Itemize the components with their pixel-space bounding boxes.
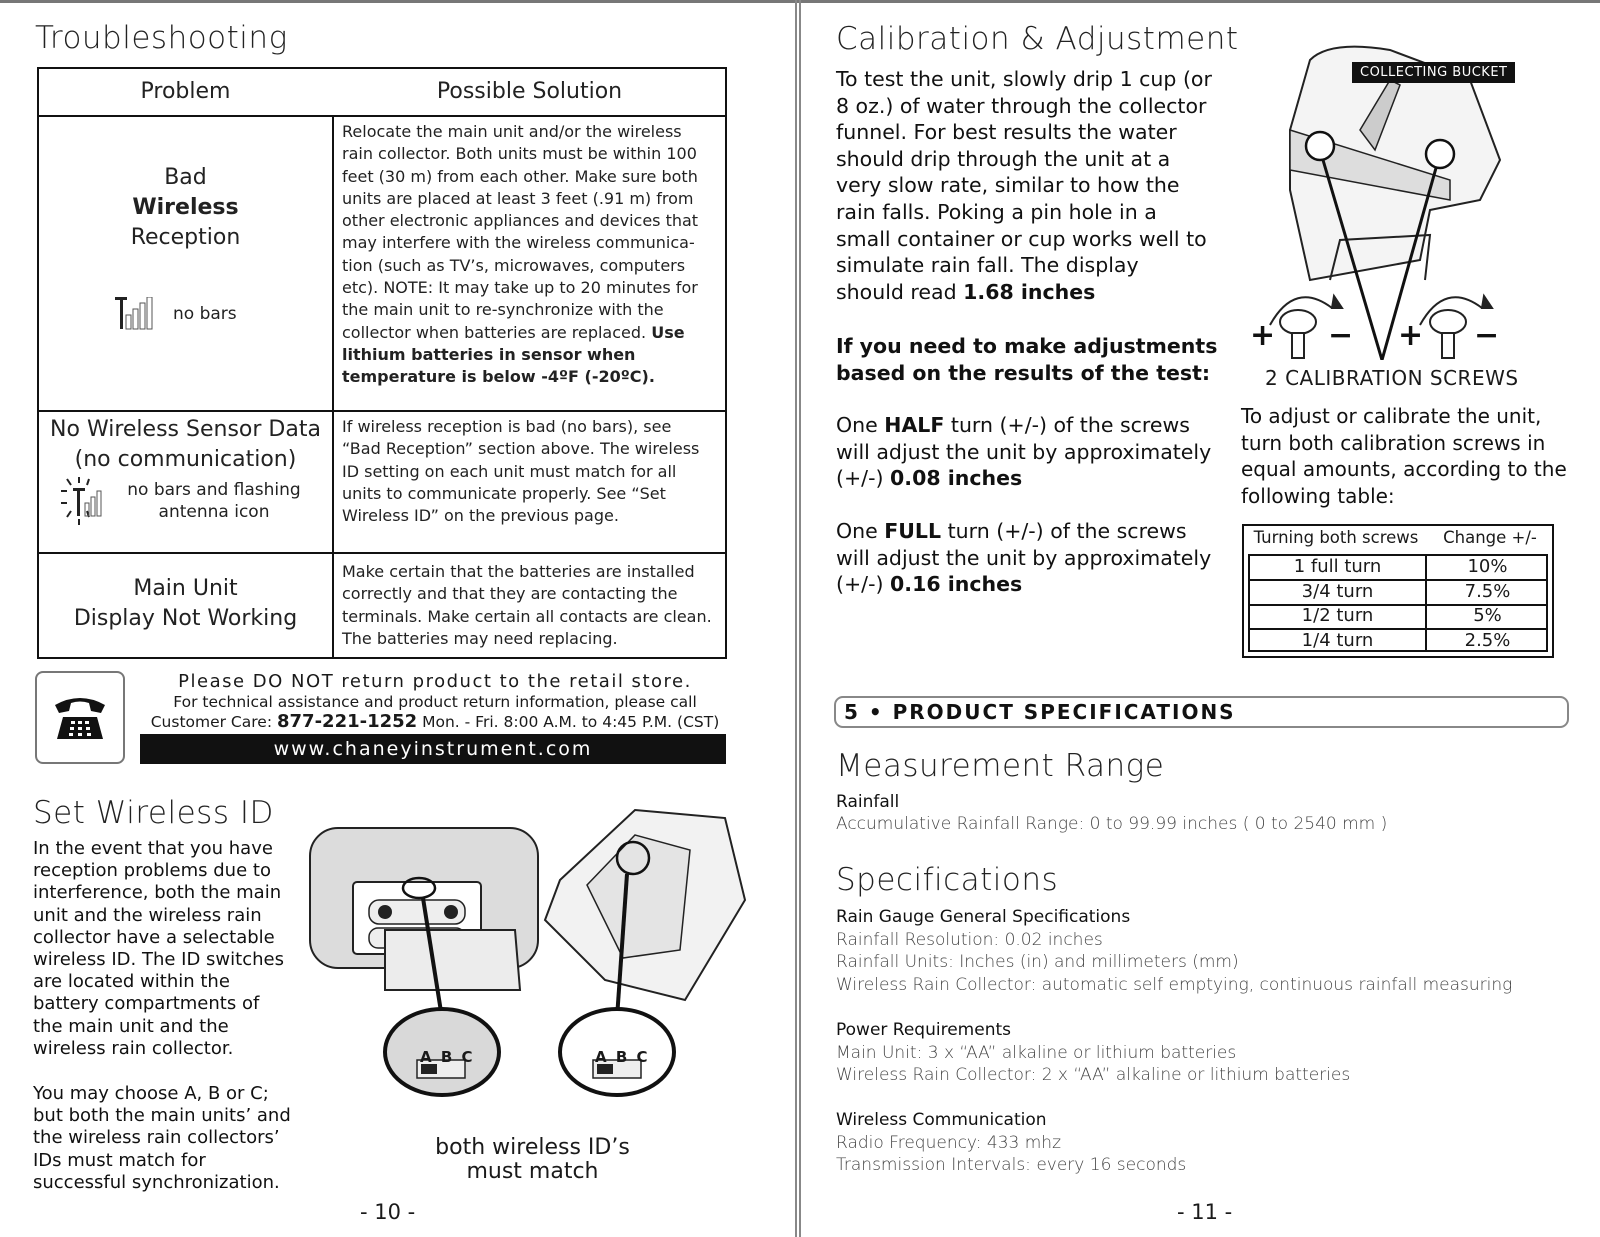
half-turn-text: One HALF turn (+/-) of the screws will adjust the unit by approximately (+/-) 0.08 inches: [836, 413, 1212, 491]
collector-switch-label: A B C: [595, 1048, 650, 1066]
page-number-right: - 11 -: [1177, 1200, 1233, 1224]
calibration-screws-label: 2 CALIBRATION SCREWS: [1265, 366, 1519, 390]
row3-solution: Make certain that the batteries are installed correctly and that they are contacting the terminals. Make certain all contacts are clean. The batteries may need replacing.: [342, 562, 712, 648]
row2-problem: No Wireless Sensor Data (no communication): [50, 417, 321, 472]
svg-text:−: −: [1474, 318, 1500, 353]
svg-text:+: +: [1250, 318, 1276, 353]
calibration-table: [1242, 524, 1554, 658]
rainfall-heading: Rainfall: [836, 792, 900, 812]
row1-solution: Relocate the main unit and/or the wireless rain collector. Both units must be within 100 feet (30 m) from each other. Make sure both units are placed at least 3 feet (.91 m) from other electronic appliances and devices that may interfere with the wireless communica- tion (such as TV’s, microwaves, computers etc). NOTE: It may take up to 20 minutes for the main unit to re-synchronize with the collector when batteries are replaced. Use lithium batteries in sensor when temperature is below -4ºF (-20ºC).: [342, 122, 699, 387]
care-line-2: For technical assistance and product return information, please call: [173, 693, 697, 711]
calib-row-turn: 1 full turn: [1293, 556, 1382, 577]
care-line-1: Please DO NOT return product to the retail store.: [178, 671, 692, 692]
row3-problem: Main Unit Display Not Working: [73, 576, 298, 631]
spec-group-power: Power Requirements Main Unit: 3 x “AA” alkaline or lithium batteries Wireless Rain Collector: 2 x “AA” alkaline or lithium batteries: [836, 1020, 1351, 1086]
calib-row-change: 5%: [1473, 605, 1502, 626]
adjust-heading: If you need to make adjustments based on the results of the test:: [836, 334, 1218, 385]
phone-box: [35, 671, 125, 764]
calib-row-change: 2.5%: [1464, 629, 1511, 651]
set-wireless-id-title: Set Wireless ID: [33, 795, 274, 831]
wireless-id-illustration: [305, 790, 775, 1180]
calib-row-change: 7.5%: [1464, 580, 1511, 602]
adjust-paragraph: To adjust or calibrate the unit, turn both calibration screws in equal amounts, according to the following table:: [1241, 404, 1567, 508]
rainfall-range: Accumulative Rainfall Range: 0 to 99.99 inches ( 0 to 2540 mm ): [836, 814, 1388, 834]
page-gutter: [795, 0, 801, 1237]
row2-signal-label: no bars and flashing antenna icon: [127, 480, 301, 523]
calib-row-turn: 1/4 turn: [1301, 629, 1374, 651]
full-turn-text: One FULL turn (+/-) of the screws will adjust the unit by approximately (+/-) 0.16 inches: [836, 519, 1212, 597]
calibration-illustration: [1250, 40, 1540, 360]
specifications-title: Specifications: [836, 862, 1059, 898]
header-problem: Problem: [140, 79, 231, 104]
flashing-antenna-icon: [59, 477, 115, 527]
care-phone: 877-221-1252: [277, 711, 418, 732]
collecting-bucket-label: COLLECTING BUCKET: [1352, 62, 1515, 83]
care-line-3: Customer Care: 877-221-1252 Mon. - Fri. 8:00 A.M. to 4:45 P.M. (CST): [150, 711, 720, 732]
telephone-icon: [51, 691, 109, 743]
set-id-paragraph-1: In the event that you have reception problems due to interference, both the main unit and the wireless rain collector have a selectable wireless ID. The ID switches are located within the battery compartments of the main unit and the wireless rain collector.: [33, 838, 284, 1059]
troubleshooting-title: Troubleshooting: [35, 20, 288, 56]
spec-group-general: Rain Gauge General Specifications Rainfall Resolution: 0.02 inches Rainfall Units: Inches (in) and millimeters (mm) Wireless Rain Collector: automatic self emptying, continuous rainfall measuring: [836, 907, 1513, 995]
header-solution: Possible Solution: [436, 79, 623, 104]
set-id-paragraph-2: You may choose A, B or C; but both the main units’ and the wireless rain collectors’ IDs must match for successful synchronization.: [33, 1083, 291, 1193]
troubleshooting-table: [37, 67, 727, 659]
calib-row-turn: 3/4 turn: [1301, 580, 1374, 602]
svg-text:−: −: [1328, 318, 1354, 353]
illustration-caption: both wireless ID’s must match: [435, 1135, 630, 1184]
calib-header-turn: Turning both screws: [1253, 528, 1419, 547]
website-link[interactable]: www.chaneyinstrument.com: [140, 734, 726, 764]
calib-header-change: Change +/-: [1443, 528, 1537, 547]
calibration-paragraph: To test the unit, slowly drip 1 cup (or 8 oz.) of water through the collector funnel. For best results the water should drip through the unit at a very slow rate, similar to how the rain falls. Poking a pin hole in a small container or cup works well to simulate rain fall. The display should read 1.68 inches: [836, 67, 1212, 304]
product-specifications-bar: 5 • PRODUCT SPECIFICATIONS: [834, 696, 1569, 728]
row1-problem: Bad Wireless Reception: [130, 165, 241, 250]
no-bars-signal-icon: [115, 297, 155, 331]
page-number-left: - 10 -: [360, 1200, 416, 1224]
calibration-title: Calibration & Adjustment: [836, 21, 1239, 57]
spec-group-wireless: Wireless Communication Radio Frequency: 433 mhz Transmission Intervals: every 16 seconds: [836, 1110, 1187, 1176]
row2-solution: If wireless reception is bad (no bars), see “Bad Reception” section above. The wireless ID setting on each unit must match for all units to communicate properly. See “Set Wireless ID” on the previous page.: [342, 417, 700, 526]
measurement-range-title: Measurement Range: [836, 748, 1165, 784]
calib-row-change: 10%: [1467, 556, 1508, 577]
calib-row-turn: 1/2 turn: [1301, 605, 1374, 626]
no-bars-label: no bars: [173, 304, 237, 324]
main-unit-switch-label: A B C: [420, 1048, 475, 1066]
svg-text:+: +: [1398, 318, 1424, 353]
